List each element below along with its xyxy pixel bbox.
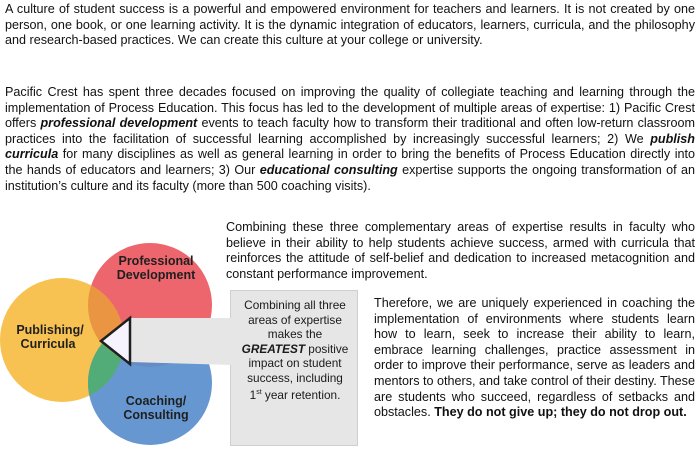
publishing-label-line1: Publishing/ [16,323,84,337]
therefore-paragraph [374,296,695,421]
expertise-intro: Pacific Crest has spent three decades focused on improving the quality of collegiate teaching and learning through the implementation of Process Education. This focus has led to the development of multiple areas of expertise: 1) Pacific Crest offers [5,85,695,131]
combining-paragraph: Combining these three complementary areas of expertise results in faculty who believe in their ability to help students achieve success, armed with curricula that reinforces the attitude of self-belief and dedication to increased metacognition and constant performance improvement. [226,220,695,281]
coaching-label-line2: Consulting [123,408,189,422]
expertise-paragraph [5,85,695,194]
therefore-text: Therefore, we are uniquely experienced in coaching the implementation of environments where students learn how to learn, seek to increase their ability to learn, embrace learning challenges, practice assessment in order to improve their performance, serve as leaders and mentors to others, and take control of their destiny. These are students who succeed, regardless of setbacks and obstacles. [374,296,695,420]
callout-after: positive impact on student success, including 1 [247,341,349,402]
callout-emphasis: GREATEST [241,341,306,356]
callout-sup: st [256,388,262,396]
expertise-end: expertise supports the ongoing transformation of an institution’s culture and its faculty (more than 500 coaching visits). [5,162,695,193]
professional-development-emphasis: professional development [40,116,198,131]
callout-before: Combining all three areas of expertise makes the [244,298,346,342]
professional-label-line1: Professional [118,254,194,268]
expertise-mid2: for many disciplines as well as general learning in order to bring the benefits of Process Education directly into the hands of educators and learners; 3) Our [5,147,695,177]
educational-consulting-emphasis: educational consulting [259,162,398,177]
professional-label-line2: Development [116,268,196,282]
publish-curricula-emphasis: publish curricula [5,131,695,162]
expertise-mid1: events to teach faculty how to transform their traditional and often low-return classroom practices into the facilitation of successful learning accomplished by increasingly successful learners; 2) We [5,116,695,146]
callout-end: year retention. [261,387,341,402]
closing-statement: They do not give up; they do not drop out. [434,405,687,420]
intro-paragraph: A culture of student success is a powerful and empowered environment for teachers and learners. It is not created by one person, one book, or one learning activity. It is the dynamic integration of educators, learners, curricula, and the philosophy and research-based practices. We can create this culture at your college or university. [5,2,695,48]
expertise-venn-diagram [0,238,240,451]
publishing-label-line2: Curricula [20,337,76,351]
coaching-label-line1: Coaching/ [125,394,187,408]
callout-text [240,298,350,402]
